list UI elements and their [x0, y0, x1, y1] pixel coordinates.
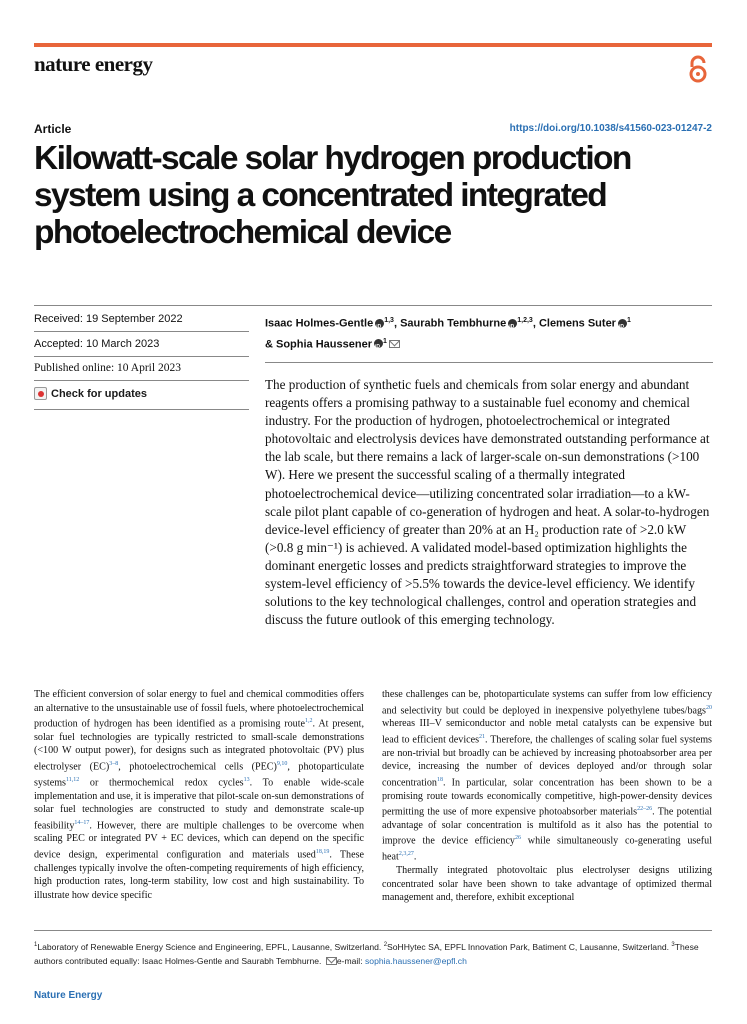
reference-link[interactable]: 20 — [706, 704, 712, 711]
accepted-date: Accepted: 10 March 2023 — [34, 338, 160, 350]
affiliations-footnote — [34, 938, 714, 968]
email-icon[interactable] — [389, 340, 400, 348]
received-date: Received: 19 September 2022 — [34, 313, 183, 325]
author-name[interactable]: Clemens Suter — [538, 317, 616, 330]
orcid-icon[interactable] — [508, 319, 517, 328]
abstract: The production of synthetic fuels and chemicals from solar energy and abundant reagents offers a promising pathway to a sustainable fuel economy and chemical industry. For the production of hydrogen, photoelectrochemical or integrated photovoltaic and electrolysis devices have demonstrated outstanding performance at the lab scale, but there remains a lack of larger-scale on-sun demonstrations (>100 W). Here we present the successful scaling of a thermally integrated photoelectrochemical device—utilizing concentrated solar irradiation—to a kW-scale pilot plant capable of co-generation of hydrogen and heat. A solar-to-hydrogen device-level efficiency of greater than 20% at an H₂ production rate of >2.0 kW (>0.8 g min⁻¹) is achieved. A validated model-based optimization highlights the dominant energetic losses and predicts straightforward strategies to improve the system-level efficiency of >5.5% towards the device-level efficiency. We identify solutions to the key technological challenges, control and operation strategies and discuss the future outlook of this emerging technology. — [265, 377, 710, 628]
author-affiliation: 1 — [626, 317, 631, 324]
affiliation-number: 2 — [383, 942, 388, 948]
affiliation-number: 1 — [34, 942, 38, 948]
reference-link[interactable]: 11,12 — [65, 776, 80, 783]
check-updates-icon — [34, 387, 47, 400]
check-updates-label: Check for updates — [51, 387, 147, 400]
author-name[interactable]: Saurabh Tembhurne — [400, 317, 507, 330]
affiliation-text: These authors contributed equally: Isaac Holmes-Gentle and Saurabh Tembhurne. — [34, 941, 699, 966]
author-separator: , — [393, 317, 401, 330]
orcid-icon[interactable] — [374, 339, 383, 348]
reference-link[interactable]: 2,3,27 — [398, 851, 414, 858]
reference-link[interactable]: 22–26 — [637, 806, 653, 813]
meta-divider — [34, 380, 249, 381]
doi-link[interactable]: https://doi.org/10.1038/s41560-023-01247-2 — [509, 123, 712, 134]
open-access-icon[interactable] — [686, 55, 710, 83]
email-label: e-mail: — [336, 955, 365, 966]
author-list — [265, 312, 705, 353]
published-date: Published online: 10 April 2023 — [34, 362, 181, 374]
reference-link[interactable]: 18 — [436, 776, 443, 783]
author-affiliation: 1,3 — [384, 317, 394, 324]
affiliation-number: 3 — [671, 942, 675, 948]
author-affiliation: 1 — [382, 337, 387, 345]
orcid-icon[interactable] — [618, 319, 627, 328]
reference-link[interactable]: 26 — [514, 835, 521, 842]
orcid-icon[interactable] — [375, 319, 384, 328]
meta-divider — [34, 356, 249, 357]
affiliation-text: Laboratory of Renewable Energy Science and Engineering, EPFL, Lausanne, Switzerland. — [37, 941, 384, 952]
body-column-right — [382, 688, 712, 905]
reference-link[interactable]: 18,19 — [315, 848, 330, 855]
email-icon — [326, 957, 337, 965]
article-title: Kilowatt-scale solar hydrogen production system using a concentrated integrated photoelectrochemical device — [34, 140, 631, 251]
body-paragraph: The efficient conversion of solar energy to fuel and chemical commodities offers an alternative to the unsustainable use of fossil fuels, where photoelectrochemical production of hydrogen has been identified as a promising route$^{1,2}$. At present, solar fuel technologies are typically restricted to small-scale demonstrations (<100 W output power), for designs such as integrated photovoltaic (PV) plus electrolyser (EC)$^{3-8}$, photoelectrochemical cells (PEC)$^{9,10}$, photoparticulate systems$^{11,12}$ or thermochemical redox cycles$^{13}$. To enable wide-scale implementation and use, it is imperative that pilot-scale on-sun demonstrations of solar fuel technologies are constructed to study and demonstrate scale-up feasibility$^{14-17}$. However, there are multiple challenges to be overcome when scaling PEC or integrated PV + EC devices, which can depend on the specific device design, experimental configuration and materials used$^{18,19}$. These challenges typically involve the often-competing requirements of high efficiency, high production rates, long-term stability, low cost and high sustainability. To illustrate how device specific — [34, 689, 365, 901]
footer-journal-name[interactable]: Nature Energy — [34, 990, 103, 1001]
author-separator: , — [532, 317, 539, 330]
reference-link[interactable]: 1,2 — [305, 718, 313, 724]
author-name[interactable]: Isaac Holmes-Gentle — [265, 317, 374, 330]
reference-link[interactable]: 14–17 — [74, 819, 90, 826]
footnote-rule — [34, 930, 712, 931]
author-name[interactable]: & Sophia Haussener — [265, 338, 372, 351]
journal-name: nature energy — [34, 52, 153, 76]
reference-link[interactable]: 21 — [479, 733, 486, 740]
body-column-left — [34, 688, 364, 902]
reference-link[interactable]: 9,10 — [276, 760, 288, 767]
meta-top-rule — [34, 305, 712, 306]
meta-divider — [34, 409, 249, 410]
body-paragraph: these challenges can be, photoparticulate systems can suffer from low efficiency and selectivity but could be deployed in inexpensive polyethylene tubes/bags$^{20}$ whereas III–V semiconductor and noble metal catalysts can be expensive but lead to efficient devices$^{21}$. Therefore, the challenges of scaling solar fuel systems are non-trivial but broadly can be achieved by increasing photoabsorber area per device, increasing the number of devices deployed and/or through solar concentration$^{18}$. In particular, solar concentration has been shown to be a promising route towards economically competitive, high-power-density devices permitting the use of more expensive photoabsorber materials$^{22-26}$. The potential advantage of solar concentration is multifold as it also has the potential to improve the device efficiency$^{26}$ while simultaneously co-generating useful heat$^{2,3,27}$. — [382, 689, 712, 863]
meta-divider — [34, 331, 249, 332]
email-link[interactable]: sophia.haussener@epfl.ch — [365, 955, 467, 966]
check-for-updates-button[interactable] — [34, 387, 147, 400]
header-accent-rule — [34, 43, 712, 47]
abstract-top-rule — [265, 362, 713, 363]
reference-link[interactable]: 3–8 — [109, 760, 119, 767]
article-type: Article — [34, 122, 72, 136]
author-affiliation: 1,2,3 — [517, 317, 533, 324]
affiliation-text: SoHHytec SA, EPFL Innovation Park, Batiment C, Lausanne, Switzerland. — [387, 941, 672, 952]
body-paragraph: Thermally integrated photovoltaic plus electrolyser designs utilizing concentrated solar have been shown to take advantage of optimized thermal management and, therefore, exhibit exceptional — [382, 865, 712, 904]
reference-link[interactable]: 13 — [243, 776, 250, 783]
